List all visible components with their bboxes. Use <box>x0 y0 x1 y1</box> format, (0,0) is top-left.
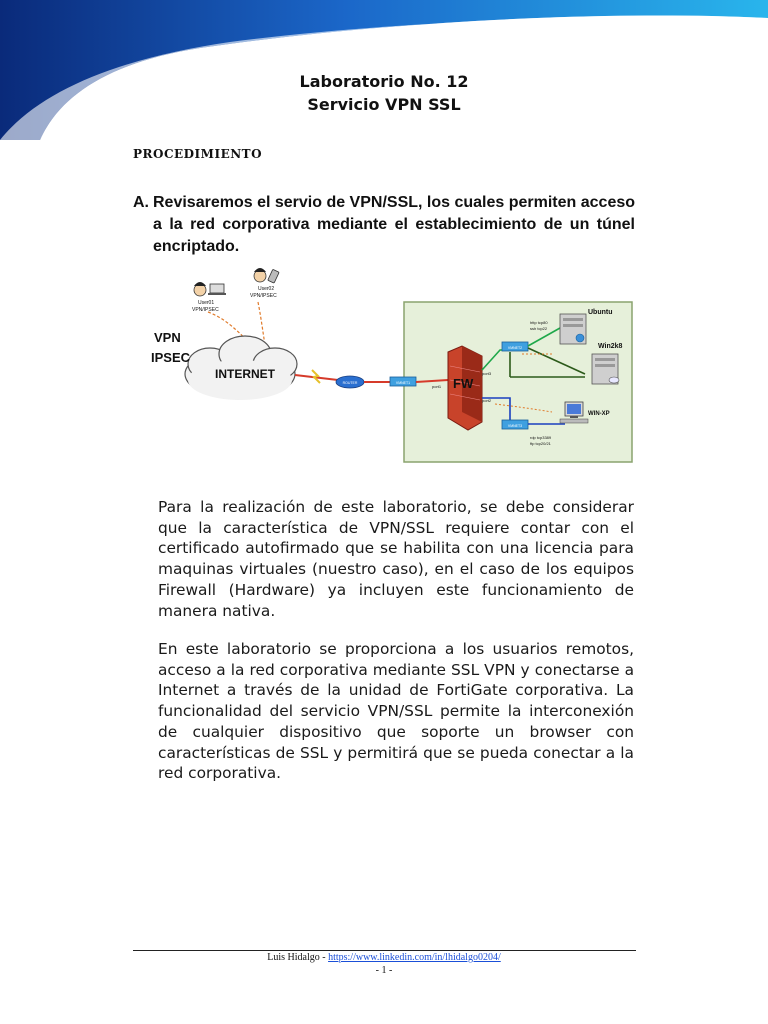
list-marker: A. <box>133 194 149 211</box>
winxp-service-rdp: rdp tcp3389 <box>530 435 552 440</box>
user02-icon <box>254 268 279 283</box>
cloud-label: INTERNET <box>215 367 275 381</box>
ipsec-label: IPSEC <box>151 350 191 365</box>
vpn-label: VPN <box>154 330 181 345</box>
list-item-text: Revisaremos el servio de VPN/SSL, los cuales permiten acceso a la red corporativa mediante el establecimiento de un túnel encriptado. <box>153 194 636 255</box>
winxp-label: WIN-XP <box>588 411 610 417</box>
footer-linkedin-link[interactable]: https://www.linkedin.com/in/lhidalgo0204/ <box>328 952 501 963</box>
fw-label: FW <box>453 376 474 391</box>
ubuntu-label: Ubuntu <box>588 309 613 316</box>
header-wave-band <box>0 0 768 140</box>
network-diagram <box>140 262 640 467</box>
wan-bolt-icon <box>312 370 320 383</box>
footer <box>0 952 768 964</box>
switch-bottom-label: VMNET3 <box>507 424 523 428</box>
footer-author: Luis Hidalgo - <box>267 952 329 963</box>
ubuntu-service-http: http tcp80 <box>530 320 548 325</box>
footer-divider <box>133 950 636 951</box>
list-item-a <box>133 192 635 258</box>
user01-icon <box>194 282 226 296</box>
section-label: PROCEDIMIENTO <box>133 147 263 161</box>
fw-port3-label: port3 <box>482 371 492 376</box>
winxp-service-ftp: ftp tcp20/21 <box>530 441 551 446</box>
document-subtitle: Servicio VPN SSL <box>307 95 461 114</box>
router-label: ROUTER <box>342 381 358 385</box>
ubuntu-server-icon <box>560 314 586 344</box>
paragraph-1: Para la realización de este laboratorio, se debe considerar que la característica de VPN/SSL requiere contar con el certificado autofirmado que se habilita con una licencia para maquinas virtuales (nuestro caso), en el caso de los equipos Firewall (Hardware) ya incluyen este funcionamiento de manera nativa. <box>158 498 634 620</box>
win2k8-label: Win2k8 <box>598 343 623 350</box>
user01-proto: VPN/IPSEC <box>192 307 219 313</box>
paragraph-2: En este laboratorio se proporciona a los usuarios remotos, acceso a la red corporativa mediante SSL VPN y conectarse a Internet a través de la unidad de FortiGate corporativa. La funcionalidad del servicio VPN/SSL permite la interconexión de cualquier dispositivo que soporte un browser con características de SSL y permitirá que se pueda conectar a la red corporativa. <box>158 640 634 783</box>
switch-outer-label: VMNET1 <box>395 381 411 385</box>
user02-name: User02 <box>258 286 275 292</box>
fw-port2-label: port2 <box>482 398 492 403</box>
user02-proto: VPN/IPSEC <box>250 293 277 299</box>
ubuntu-service-ssh: ssh tcp22 <box>530 326 548 331</box>
user01-name: User01 <box>198 300 215 306</box>
page-number: - 1 - <box>375 965 393 976</box>
fw-port1-label: port1 <box>432 384 442 389</box>
win2k8-server-icon <box>592 354 619 384</box>
switch-top-label: VMNET2 <box>507 346 523 350</box>
document-title: Laboratorio No. 12 <box>299 72 469 91</box>
